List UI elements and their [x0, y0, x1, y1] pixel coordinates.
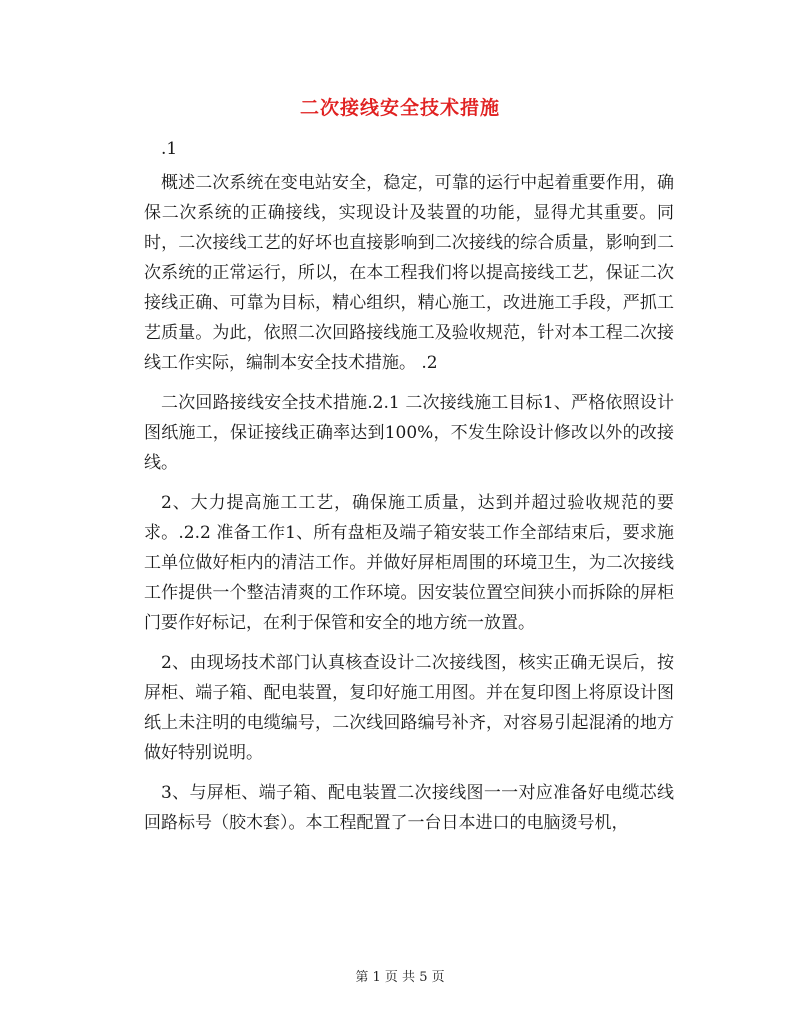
- document-body: [144, 134, 674, 848]
- paragraph-wire-markers: 3、与屏柜、端子箱、配电装置二次接线图一一对应准备好电缆芯线回路标号（胶木套）。本工程配置了一台日本进口的电脑烫号机，: [144, 783, 674, 833]
- paragraph-measures-goal: 二次回路接线安全技术措施.2.1 二次接线施工目标1、严格依照设计图纸施工，保证接线正确率达到100%，不发生除设计修改以外的改接线。: [144, 393, 674, 473]
- paragraph-overview: 概述二次系统在变电站安全，稳定，可靠的运行中起着重要作用，确保二次系统的正确接线，实现设计及装置的功能，显得尤其重要。同时，二次接线工艺的好坏也直接影响到二次接线的综合质量，影响到二次系统的正常运行，所以，在本工程我们将以提高接线工艺，保证二次接线正确、可靠为目标，精心组织，精心施工，改进施工手段，严抓工艺质量。为此，依照二次回路接线施工及验收规范，针对本工程二次接线工作实际，编制本安全技术措施。 .2: [144, 173, 674, 373]
- paragraph-preparation: 2、大力提高施工工艺，确保施工质量，达到并超过验收规范的要求。.2.2 准备工作1、所有盘柜及端子箱安装工作全部结束后，要求施工单位做好柜内的清洁工作。并做好屏柜周围的环境卫生，为二次接线工作提供一个整洁清爽的工作环境。因安装位置空间狭小而拆除的屏柜门要作好标记，在利于保管和安全的地方统一放置。: [144, 493, 674, 633]
- paragraph-drawing-check: 2、由现场技术部门认真核查设计二次接线图，核实正确无误后，按屏柜、端子箱、配电装置，复印好施工用图。并在复印图上将原设计图纸上未注明的电缆编号，二次线回路编号补齐，对容易引起混淆的地方做好特别说明。: [144, 653, 674, 763]
- page-footer: 第 1 页 共 5 页: [355, 970, 445, 985]
- document-title: 二次接线安全技术措施: [299, 97, 500, 119]
- section-number: .1: [161, 139, 178, 159]
